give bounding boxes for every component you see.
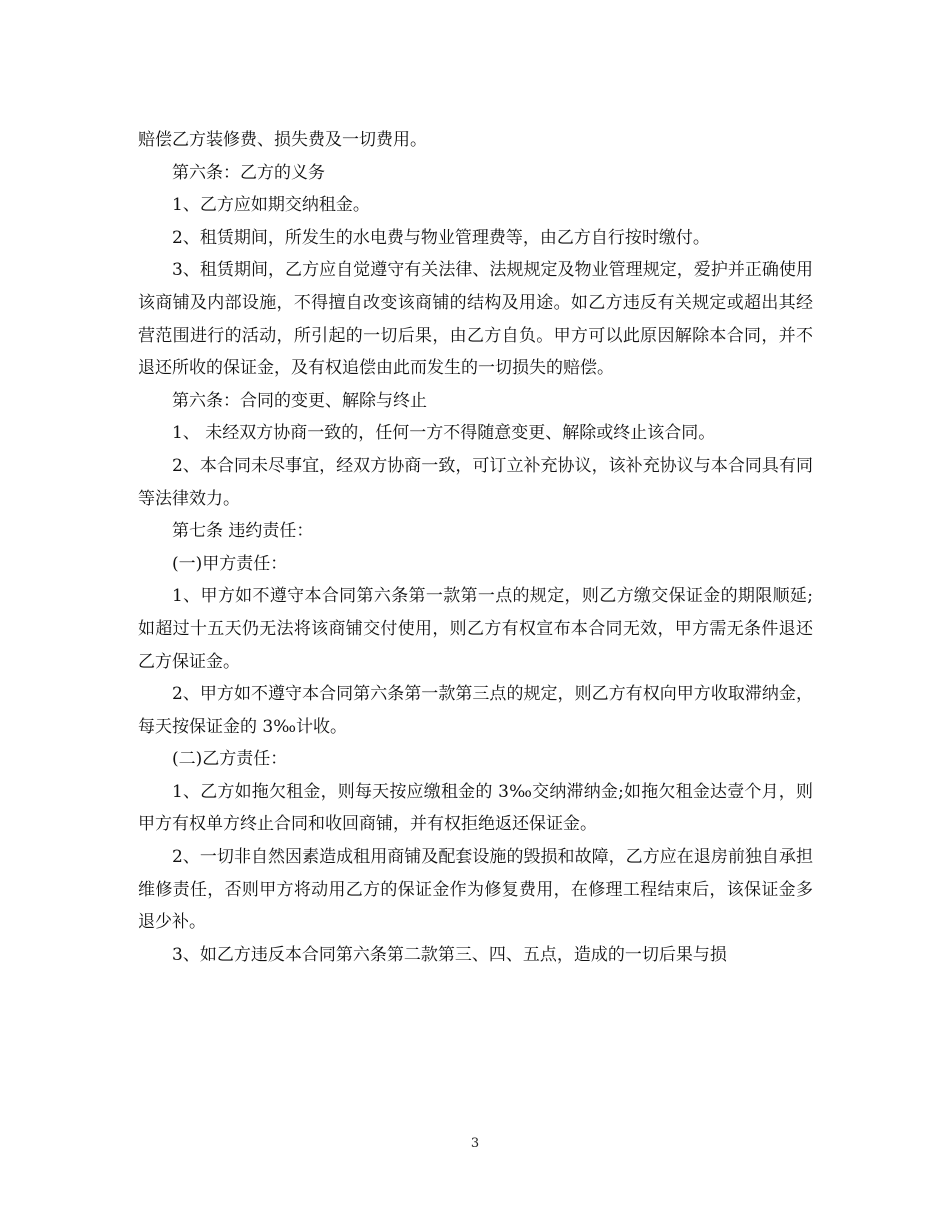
paragraph-14: 1、乙方如拖欠租金，则每天按应缴租金的 3‰交纳滞纳金;如拖欠租金达壹个月，则甲方有权单方终止合同和收回商铺，并有权拒绝返还保证金。 [138,781,813,835]
paragraph-10: (一)甲方责任： [172,553,288,574]
page-number: 3 [470,1136,480,1151]
paragraph-2: 第六条：乙方的义务 [172,162,325,183]
paragraph-13: (二)乙方责任： [172,749,288,770]
paragraph-5: 3、租赁期间，乙方应自觉遵守有关法律、法规规定及物业管理规定，爱护并正确使用该商铺及内部设施，不得擅自改变该商铺的结构及用途。如乙方违反有关规定或超出其经营范围进行的活动，所引起的一切后果，由乙方自负。甲方可以此原因解除本合同，并不退还所收的保证金，及有权追偿由此而发生的一切损失的赔偿。 [138,260,813,379]
paragraph-7: 1、 未经双方协商一致的，任何一方不得随意变更、解除或终止该合同。 [172,423,716,444]
paragraph-16: 3、如乙方违反本合同第六条第二款第三、四、五点，造成的一切后果与损 [172,944,727,965]
paragraph-3: 1、乙方应如期交纳租金。 [172,195,370,216]
paragraph-8: 2、本合同未尽事宜，经双方协商一致，可订立补充协议，该补充协议与本合同具有同等法律效力。 [138,455,813,509]
paragraph-4: 2、租赁期间，所发生的水电费与物业管理费等，由乙方自行按时缴付。 [172,227,710,248]
paragraph-12: 2、甲方如不遵守本合同第六条第一款第三点的规定，则乙方有权向甲方收取滞纳金，每天按保证金的 3‰计收。 [138,684,813,737]
paragraph-6: 第六条：合同的变更、解除与终止 [172,390,427,411]
paragraph-11: 1、甲方如不遵守本合同第六条第一款第一点的规定，则乙方缴交保证金的期限顺延;如超过十五天仍无法将该商铺交付使用，则乙方有权宣布本合同无效，甲方需无条件退还乙方保证金。 [138,586,813,672]
paragraph-15: 2、一切非自然因素造成租用商铺及配套设施的毁损和故障，乙方应在退房前独自承担维修责任，否则甲方将动用乙方的保证金作为修复费用，在修理工程结束后，该保证金多退少补。 [138,847,813,933]
document-body [138,124,813,971]
paragraph-9: 第七条 违约责任： [172,521,314,542]
paragraph-1: 赔偿乙方装修费、损失费及一切费用。 [138,130,427,150]
